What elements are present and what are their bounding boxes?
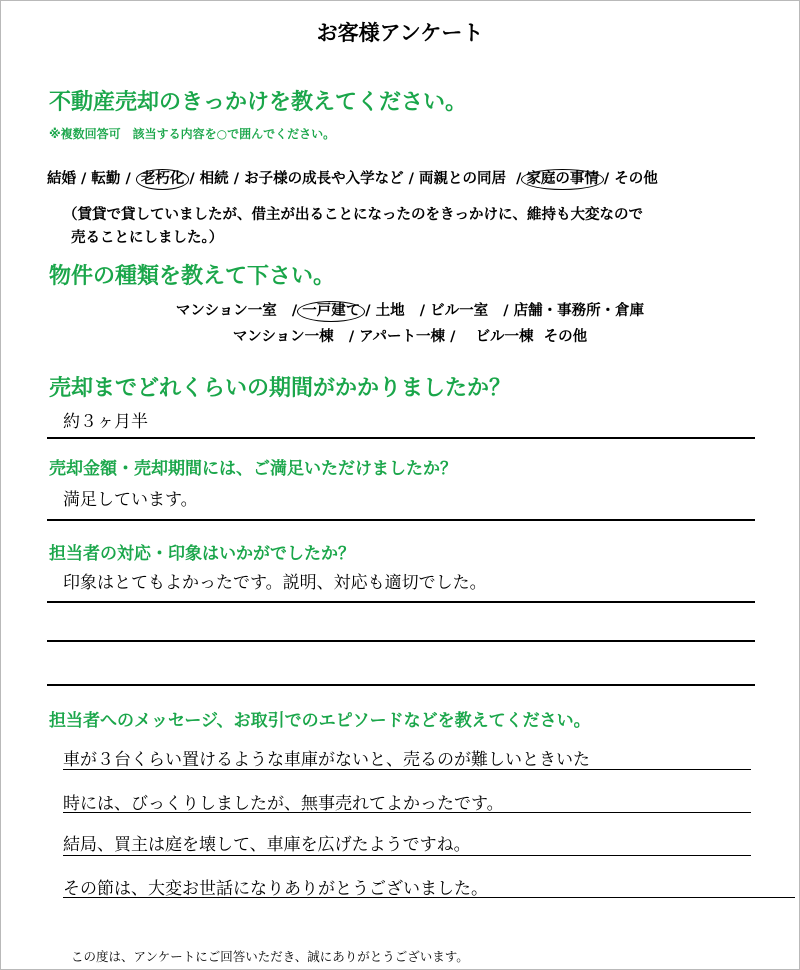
q6-rule (63, 897, 795, 898)
q1-option: 相続 (199, 171, 229, 187)
q5-heading: 担当者の対応・印象はいかがでしたか？ (49, 544, 355, 564)
q6-rule (63, 812, 751, 813)
q2-option-circled: 一戸建て (297, 301, 365, 322)
q1-reason (63, 204, 643, 250)
q2-option: マンション一棟 (232, 329, 334, 345)
answer-rule (47, 640, 755, 642)
q2-option: アパート一棟 (359, 329, 446, 345)
q1-option: 両親との同居 (418, 171, 506, 187)
q6-line: 時には、びっくりしましたが、無事売れてよかったです。 (63, 794, 504, 814)
q1-options: 結婚 / 転勤 / 老朽化 / 相続 / お子様の成長や入学など / 両親との同居 / 家庭の事情 / その他 (47, 167, 658, 190)
q5-answer: 印象はとてもよかったです。説明、対応も適切でした。 (63, 573, 487, 593)
q1-option: その他 (614, 171, 658, 187)
footer-thanks: この度は、アンケートにご回答いただき、誠にありがとうございます。 (71, 949, 469, 964)
q2-option: 店舗・事務所・倉庫 (513, 303, 645, 319)
q6-line: 車が３台くらい置けるような車庫がないと、売るのが難しいときいた (63, 750, 590, 770)
q2-option: その他 (543, 329, 588, 345)
q2-options: マンション一室 / 一戸建て / 土地 / ビル一室 / 店舗・事務所・倉庫 マンション一棟 / アパート一棟 / ビル一棟 その他 (175, 303, 645, 345)
answer-rule (47, 437, 755, 439)
q2-option: ビル一室 (430, 303, 489, 319)
q1-note: ※複数回答可 該当する内容を○で囲んでください。 (49, 127, 336, 141)
q1-option: 転勤 (91, 171, 121, 187)
q1-option-circled: 家庭の事情 (521, 169, 604, 190)
q6-rule (63, 855, 751, 856)
q6-rule (63, 769, 751, 770)
q3-heading: 売却までどれくらいの期間がかかりましたか？ (49, 376, 512, 401)
page-title: お客様アンケート (316, 21, 484, 45)
q6-heading: 担当者へのメッセージ、お取引でのエピソードなどを教えてください。 (49, 711, 591, 731)
q2-option: 土地 (375, 303, 405, 319)
q1-option: 結婚 (47, 171, 76, 187)
q1-option: お子様の成長や入学など (244, 171, 404, 187)
q1-reason-line: （賃貸で貸していましたが、借主が出ることになったのをきっかけに、維持も大変なので (63, 207, 643, 223)
answer-rule (47, 684, 755, 686)
answer-rule (47, 601, 755, 603)
q3-answer: 約３ヶ月半 (63, 412, 148, 432)
q2-option: マンション一室 (175, 303, 277, 319)
q1-option-circled: 老朽化 (136, 169, 190, 190)
q4-answer: 満足しています。 (63, 490, 198, 510)
q2-heading: 物件の種類を教えて下さい。 (49, 264, 336, 289)
q1-heading: 不動産売却のきっかけを教えてください。 (49, 90, 468, 115)
answer-rule (47, 519, 755, 521)
q6-line: 結局、買主は庭を壊して、車庫を広げたようですね。 (63, 835, 471, 855)
q6-line: その節は、大変お世話になりありがとうございました。 (63, 879, 488, 899)
q4-heading: 売却金額・売却期間には、ご満足いただけましたか？ (49, 459, 457, 479)
q1-reason-line: 売ることにしました。） (71, 230, 224, 246)
q2-option: ビル一棟 (475, 329, 534, 345)
